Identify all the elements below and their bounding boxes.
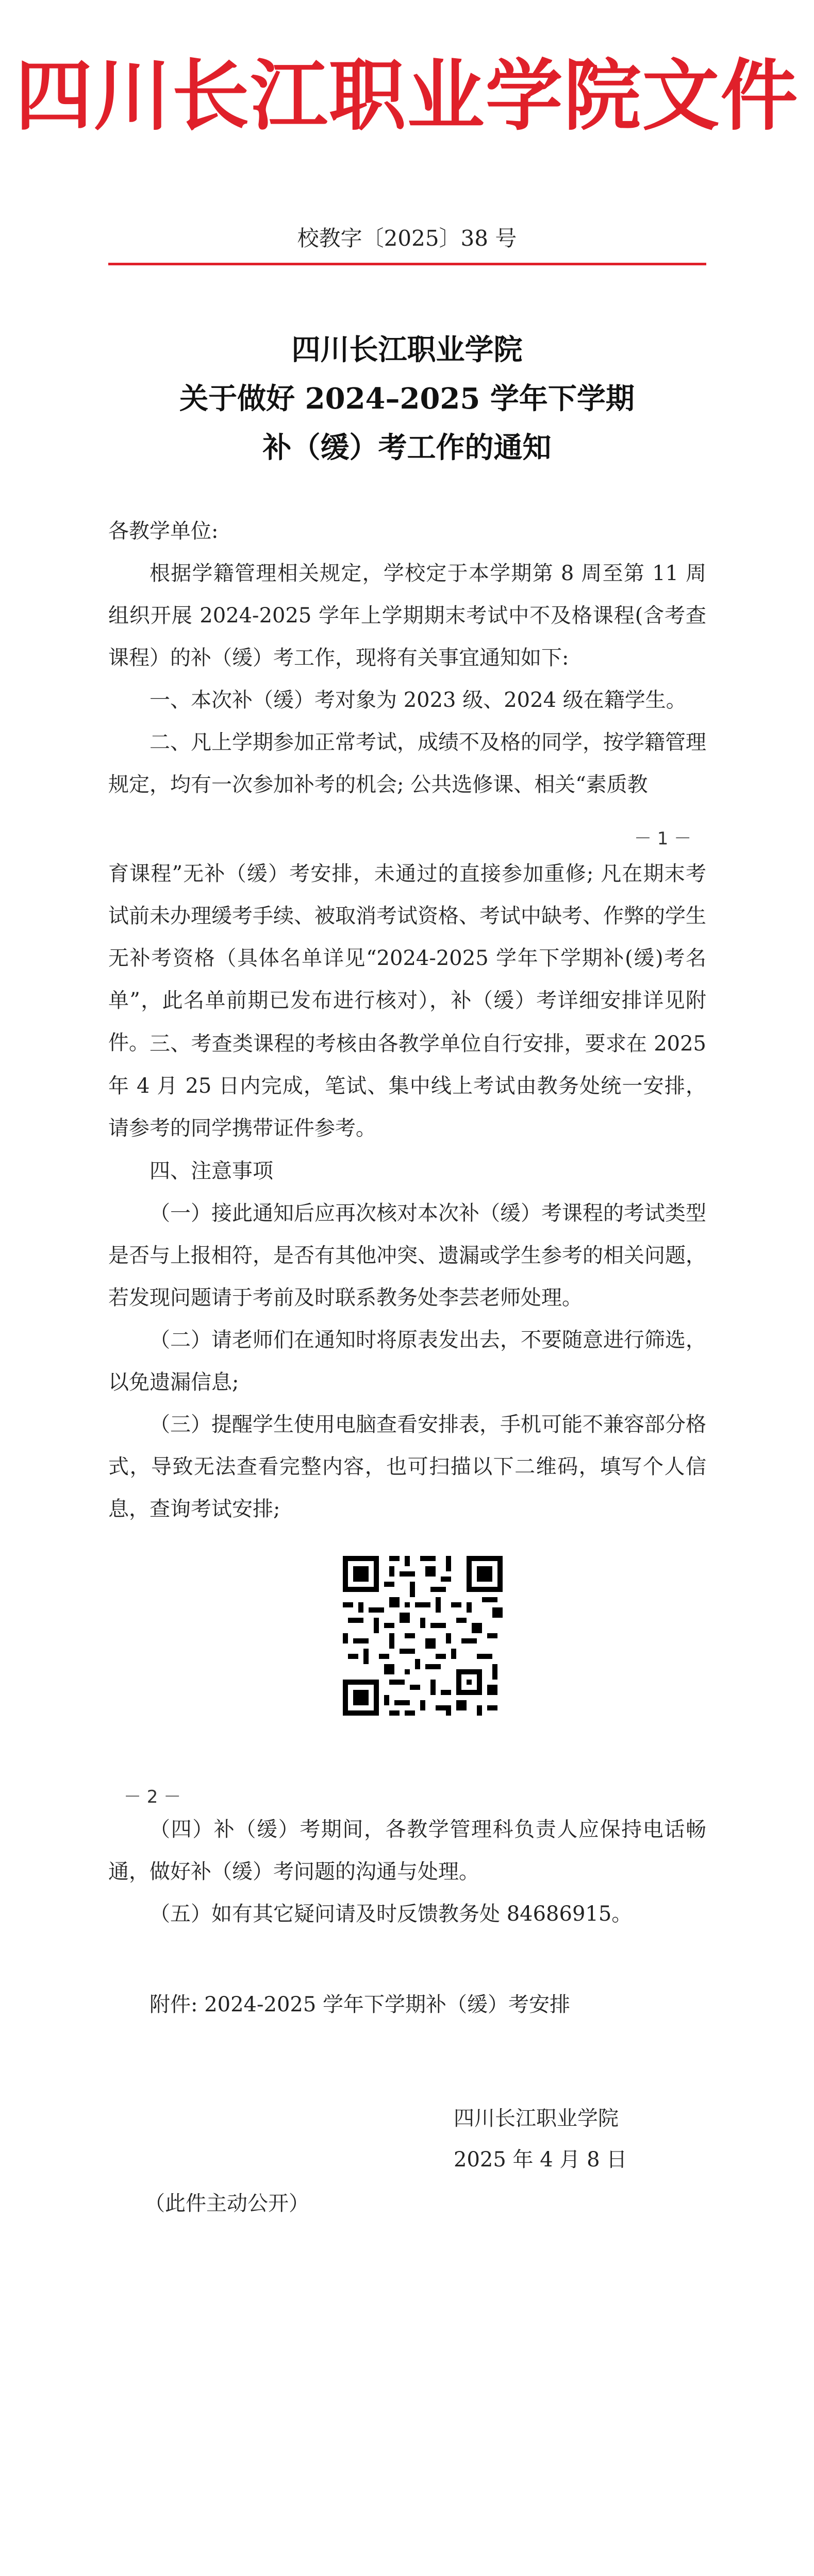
header-red-divider	[108, 263, 706, 265]
note-1: （一）接此通知后应再次核对本次补（缓）考课程的考试类型是否与上报相符，是否有其他冲突、遗漏或学生参考的相关问题，若发现问题请于考前及时联系教务处李芸老师处理。	[108, 1201, 706, 1310]
document-header-title: 四川长江职业学院文件	[15, 52, 799, 141]
item-4-heading: 四、注意事项	[149, 1159, 273, 1183]
item-3: 三、考查类课程的考核由各教学单位自行安排，要求在 2025 年 4 月 25 日内完成，笔试、集中线上考试由教务处统一安排，请参考的同学携带证件参考。	[108, 1032, 706, 1140]
qr-code-graphic	[338, 1551, 508, 1721]
document-number: 校教字〔2025〕38 号	[297, 226, 517, 251]
page-number-2: － 2 －	[124, 1787, 181, 1807]
public-disclosure-note: （此件主动公开）	[144, 2192, 309, 2215]
note-4: （四）补（缓）考期间，各教学管理科负责人应保持电话畅通，做好补（缓）考问题的沟通与处理。	[108, 1818, 706, 1884]
notice-title-line1: 四川长江职业学院	[291, 333, 523, 367]
qr-code-image[interactable]	[338, 1551, 508, 1721]
item-2-part1: 二、凡上学期参加正常考试，成绩不及格的同学，按学籍管理规定，均有一次参加补考的机会; 公共选修课、相关“素质教	[108, 731, 706, 796]
note-5: （五）如有其它疑问请及时反馈教务处 84686915。	[149, 1902, 633, 1926]
signature-organization: 四川长江职业学院	[454, 2107, 619, 2130]
page-number-1: － 1 －	[634, 828, 692, 849]
signature-date: 2025 年 4 月 8 日	[454, 2148, 627, 2172]
item-2-part2: 育课程”无补（缓）考安排，未通过的直接参加重修; 凡在期末考试前未办理缓考手续、被取消考试资格、考试中缺考、作弊的学生无补考资格（具体名单详见“2024-2025 学年下学期补(缓)考名单”，此名单前期已发布进行核对），补（缓）考详细安排详见附件。	[108, 862, 706, 1055]
note-3: （三）提醒学生使用电脑查看安排表，手机可能不兼容部分格式，导致无法查看完整内容，也可扫描以下二维码，填写个人信息，查询考试安排;	[108, 1413, 706, 1521]
addressee: 各教学单位:	[108, 519, 219, 543]
notice-title-line2: 关于做好 2024–2025 学年下学期	[179, 382, 635, 416]
item-1: 一、本次补（缓）考对象为 2023 级、2024 级在籍学生。	[149, 688, 687, 712]
notice-title-line3: 补（缓）考工作的通知	[262, 431, 552, 465]
attachment-line[interactable]: 附件: 2024-2025 学年下学期补（缓）考安排	[149, 1993, 571, 2016]
note-2: （二）请老师们在通知时将原表发出去，不要随意进行筛选，以免遗漏信息;	[108, 1328, 706, 1394]
intro-paragraph: 根据学籍管理相关规定，学校定于本学期第 8 周至第 11 周组织开展 2024-2025 学年上学期期末考试中不及格课程(含考查课程）的补（缓）考工作，现将有关事宜通知如下:	[108, 562, 706, 670]
